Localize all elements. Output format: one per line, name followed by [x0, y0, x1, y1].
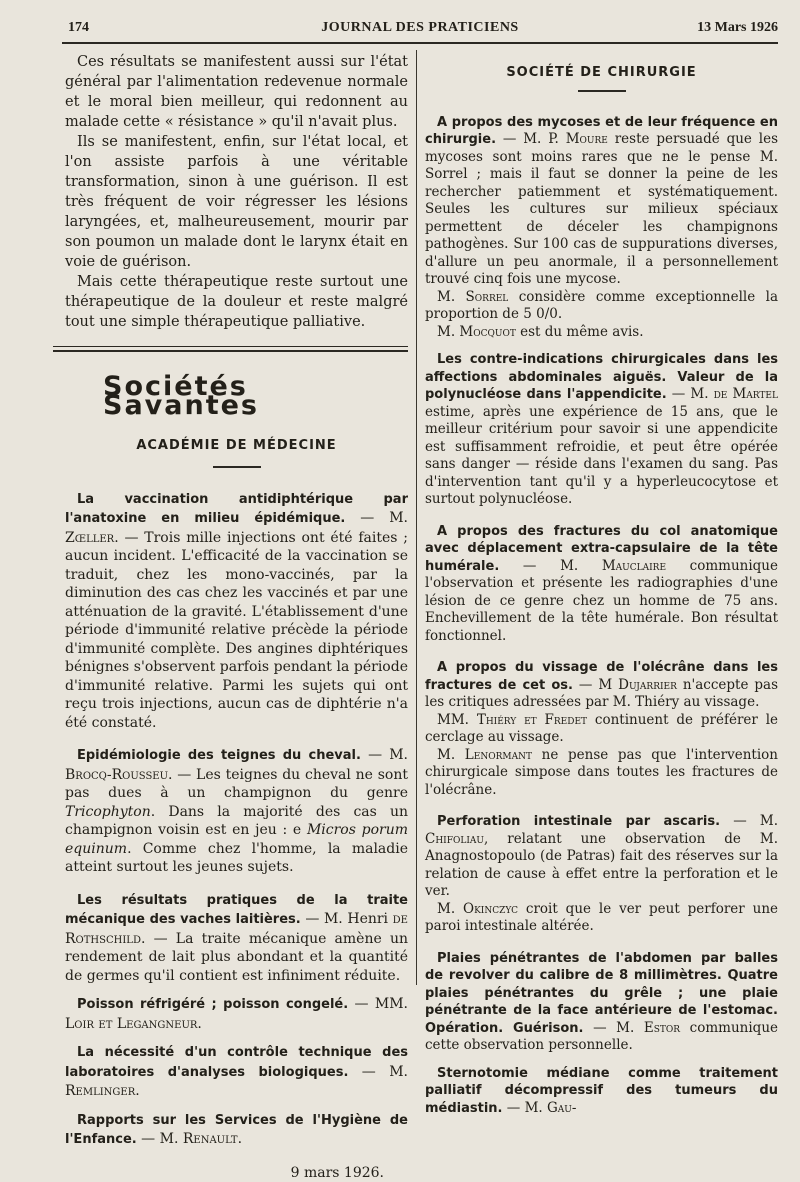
entry-title: Les contre-indications chirurgicales dans les affections abdominales aiguës. Valeur de la polynucléose dans l'appendicite. [425, 352, 778, 402]
section-divider [53, 346, 408, 352]
column-divider [416, 50, 417, 985]
entry-author: Estor [644, 1020, 680, 1036]
intro-paragraph-1: Ces résultats se manifestent aussi sur l'état général par l'alimentation redevenue normale et le moral bien meilleur, qui redonnent au malade cette « résistance » qu'il n'avait plus. [65, 52, 408, 132]
entry-plaies: Plaies pénétrantes de l'abdomen par balles de revolver du calibre de 8 millimètres. Quatre plaies pénétrantes du grêle ; une plaie pénétrante de la face antérieure de l'estomac. Opération. Guérison. — M. Estor communique cette observation personnelle. [425, 950, 778, 1055]
entry-title: La vaccination antidiphtérique par l'anatoxine en milieu épidémique. [65, 492, 408, 527]
academy-heading: ACADÉMIE DE MÉDECINE [65, 437, 408, 456]
heading-rule [213, 466, 261, 468]
intro-paragraph-3: Mais cette thérapeutique reste surtout une thérapeutique de la douleur et reste malgré tout une simple thérapeutique palliative. [65, 272, 408, 332]
entry-title: A propos du vissage de l'olécrâne dans les fractures de cet os. [425, 660, 778, 693]
entry-title: Epidémiologie des teignes du cheval. [77, 748, 361, 763]
entry-controle: La nécessité d'un contrôle technique des laboratoires d'analyses biologiques. — M. Remlinger. [65, 1043, 408, 1101]
entry-title: A propos des fractures du col anatomique avec déplacement extra-capsulaire de la tête humérale. [425, 524, 778, 574]
entry-teignes: Epidémiologie des teignes du cheval. — M. Brocq-Rousseu. — Les teignes du cheval ne sont pas dues à un champignon du genre Tricophyton. Dans la majorité des cas un champignon voisin est en jeu : e Micros porum equinum. Comme chez l'homme, la maladie atteint surtout les jeunes sujets. [65, 746, 408, 877]
entry-rapports: Rapports sur les Services de l'Hygiène de l'Enfance. — M. Renault. [65, 1111, 408, 1150]
entry-author: Remlinger. [65, 1083, 140, 1099]
entry-author: Renault. [183, 1131, 242, 1147]
entry-olecrane: A propos du vissage de l'olécrâne dans les fractures de cet os. — M Dujarrier n'accepte pas les critiques adressées par M. Thiéry au vissage. [425, 659, 778, 712]
page-number: 174 [68, 20, 89, 36]
intro-paragraph-2: Ils se manifestent, enfin, sur l'état local, et l'on assiste parfois à une véritable transformation, sinon à une guérison. Il est très fréquent de voir régresser les lésions laryngées, et, malheureusement, mourir par son poumon un malade dont le larynx était en voie de guérison. [65, 132, 408, 272]
entry-mycoses-reply-1: M. Sorrel considère comme exceptionnelle la proportion de 5 0/0. [425, 289, 778, 324]
chirurgie-heading: SOCIÉTÉ DE CHIRURGIE [425, 64, 778, 82]
entry-title: A propos des mycoses et de leur fréquence en chirurgie. [425, 115, 778, 148]
entry-author: Mauclaire [602, 558, 666, 574]
entry-mycoses-reply-2: M. Mocquot est du même avis. [425, 324, 778, 342]
entry-olecrane-reply-1: MM. Thiéry et Fredet continuent de préférer le cerclage au vissage. [425, 712, 778, 747]
entry-title: Les résultats pratiques de la traite mécanique des vaches laitières. [65, 893, 408, 928]
entry-title: Poisson réfrigéré ; poisson congelé. [77, 997, 348, 1012]
entry-title: Perforation intestinale par ascaris. [437, 814, 720, 829]
entry-author: de Martel [714, 386, 778, 402]
entry-title: Rapports sur les Services de l'Hygiène de l'Enfance. [65, 1113, 408, 1148]
entry-vaccination: La vaccination antidiphtérique par l'anatoxine en milieu épidémique. — M. Zœller. — Trois mille injections ont été faites ; aucun incident. L'efficacité de la vaccination se traduit, chez les mono-vaccinés, par la diminution des cas chez les vaccinés et par une atténuation de la gravité. L'établissement d'une période d'immunité relative précède la période d'immunité complète. Des angines diphtériques bénignes s'observent parfois pendant la période d'immunité relative. Parmi les sujets qui ont reçu trois injections, aucun cas de diphtérie n'a été constaté. [65, 490, 408, 733]
entry-author: Moure [566, 131, 608, 147]
entry-author: de Rothschild. [65, 911, 408, 947]
entry-poisson: Poisson réfrigéré ; poisson congelé. — MM. Loir et Legangneur. [65, 995, 408, 1033]
entry-sternotomie: Sternotomie médiane comme traitement palliatif décompressif des tumeurs du médiastin. — M. Gau- [425, 1065, 778, 1118]
entry-traite: Les résultats pratiques de la traite mécanique des vaches laitières. — M. Henri de Rothschild. — La traite mécanique amène un rendement de lait plus abondant et la quantité de germes qu'il contient est infiniment réduite. [65, 891, 408, 986]
entry-author: Dujarrier [618, 677, 677, 693]
entry-perforation: Perforation intestinale par ascaris. — M. Chifoliau, relatant une observation de M. Anagnostopoulo (de Patras) fait des réserves sur la relation de cause à effet entre la perforation et le ver. [425, 813, 778, 901]
entry-title: Plaies pénétrantes de l'abdomen par balles de revolver du calibre de 8 millimètres. Quatre plaies pénétrantes du grêle ; une plaie pénétrante de la face antérieure de l'estomac. Opération. Guérison. [425, 951, 778, 1036]
entry-title: Sternotomie médiane comme traitement palliatif décompressif des tumeurs du médiastin. [425, 1066, 778, 1116]
main-heading: Sociétés Savantes [103, 378, 408, 415]
entry-mycoses: A propos des mycoses et de leur fréquence en chirurgie. — M. P. Moure reste persuadé que les mycoses sont moins rares que ne le pense M. Sorrel ; mais il faut se donner la peine de les rechercher patiemment et systématiquement. Seules les cultures sur milieux spéciaux permettent de déceler les champignons pathogènes. Sur 100 cas de suppurations diverses, d'allure un peu anormale, il a personnellement trouvé cinq fois une mycose. [425, 114, 778, 289]
issue-date: 13 Mars 1926 [697, 20, 778, 36]
right-column [425, 52, 778, 1117]
entry-olecrane-reply-2: M. Lenormant ne pense pas que l'intervention chirurgicale simpose dans toutes les fractures de l'olécrâne. [425, 747, 778, 800]
closing-date: 9 mars 1926. [65, 1164, 408, 1182]
heading-rule [578, 90, 626, 92]
left-column [65, 52, 408, 1182]
journal-title: JOURNAL DES PRATICIENS [62, 20, 778, 36]
entry-contre-indications: Les contre-indications chirurgicales dans les affections abdominales aiguës. Valeur de la polynucléose dans l'appendicite. — M. de Martel estime, après une expérience de 15 ans, que le meilleur critérium pour savoir si une appendicite est suffisamment refroidie, et peut être opérée sans danger — réside dans l'examen du sang. Pas d'intervention tant qu'il y a hyperleucocytose et surtout polynucléose. [425, 351, 778, 509]
entry-author: Loir et Legangneur. [65, 1016, 202, 1032]
page-header [62, 16, 778, 44]
entry-author: Zœller. [65, 530, 119, 546]
entry-author: Gau- [547, 1100, 576, 1116]
entry-perforation-reply: M. Okinczyc croit que le ver peut perforer une paroi intestinale altérée. [425, 901, 778, 936]
entry-author: Chifoliau [425, 831, 484, 847]
entry-title: La nécessité d'un contrôle technique des laboratoires d'analyses biologiques. [65, 1045, 408, 1080]
entry-fractures-col: A propos des fractures du col anatomique avec déplacement extra-capsulaire de la tête humérale. — M. Mauclaire communique l'observation et présente les radiographies d'une lésion de ce genre chez un homme de 75 ans. Enchevillement de la tête humérale. Bon résultat fonctionnel. [425, 523, 778, 646]
entry-author: Brocq-Rousseu. [65, 767, 172, 783]
